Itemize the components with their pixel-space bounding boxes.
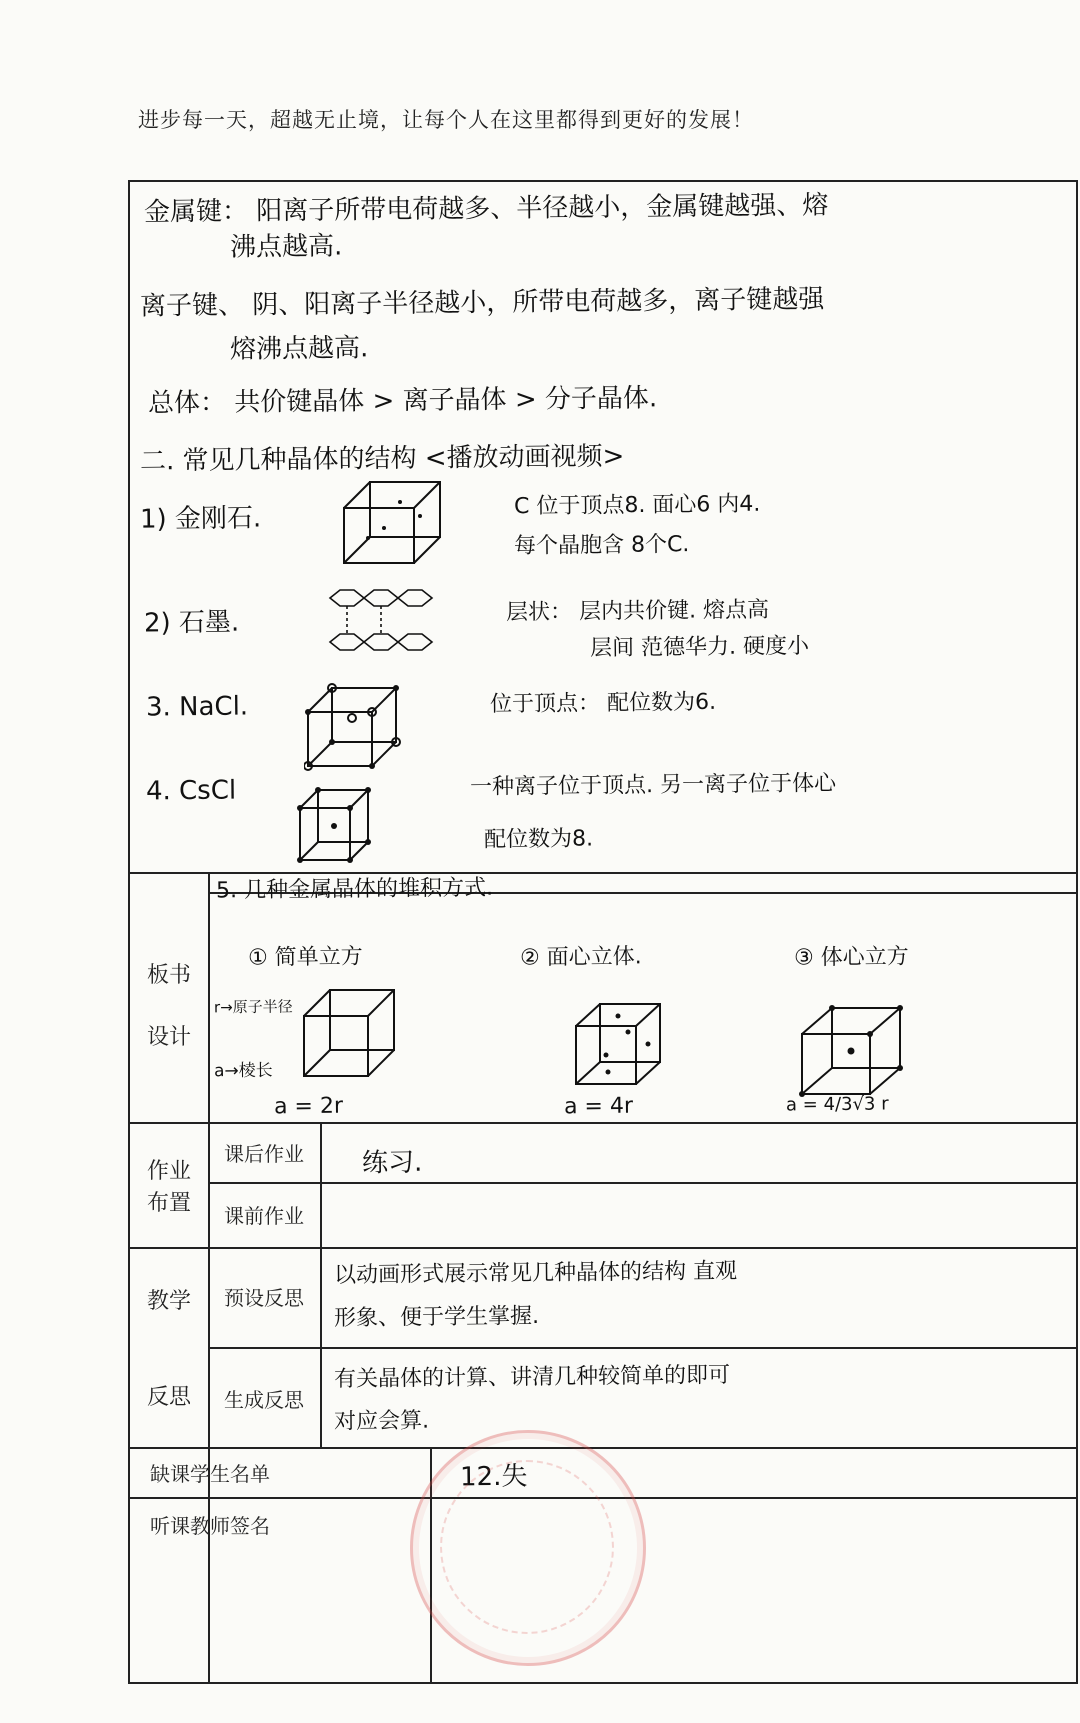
preset-reflection-label: 预设反思 bbox=[224, 1286, 304, 1310]
generated-reflection-line-1: 有关晶体的计算、讲清几种较简单的即可 bbox=[333, 1362, 731, 1393]
diamond-desc-1: C 位于顶点8. 面心6 内4. bbox=[513, 491, 761, 520]
graphite-label: 2) 石墨. bbox=[143, 607, 240, 639]
cscl-cell-figure bbox=[296, 786, 376, 866]
homework-label-line2: 布置 bbox=[146, 1191, 191, 1216]
summary-line: 总体： 共价键晶体 > 离子晶体 > 分子晶体. bbox=[147, 383, 658, 419]
packing-type-2: ② 面心立体. bbox=[519, 944, 642, 971]
graphite-desc-1: 层状： 层内共价键. 熔点高 bbox=[505, 597, 770, 626]
absent-students-label: 缺课学生名单 bbox=[150, 1462, 270, 1486]
after-class-homework-value: 练习. bbox=[361, 1147, 423, 1179]
simple-cubic-figure bbox=[300, 986, 400, 1082]
pre-class-homework-label: 课前作业 bbox=[224, 1204, 304, 1228]
metal-bond-line-2: 沸点越高. bbox=[229, 231, 343, 263]
after-class-homework-label: 课后作业 bbox=[224, 1142, 304, 1166]
face-centered-figure bbox=[572, 1000, 668, 1088]
diamond-cell-figure bbox=[340, 478, 450, 568]
cscl-desc-1: 一种离子位于顶点. 另一离子位于体心 bbox=[469, 771, 837, 800]
diamond-desc-2: 每个晶胞含 8个C. bbox=[513, 532, 690, 559]
formula-face: a = 4r bbox=[563, 1093, 634, 1120]
ionic-bond-line-2: 熔沸点越高. bbox=[229, 333, 369, 365]
preset-reflection-line-2: 形象、便于学生掌握. bbox=[333, 1303, 540, 1332]
section-two-heading: 二. 常见几种晶体的结构 <播放动画视频> bbox=[139, 441, 625, 477]
generated-reflection-line-2: 对应会算. bbox=[333, 1408, 430, 1435]
reflection-label-line2: 反思 bbox=[146, 1385, 191, 1410]
reflection-label-line1: 教学 bbox=[146, 1289, 191, 1314]
nacl-label: 3. NaCl. bbox=[145, 691, 249, 723]
red-seal-inner-ring bbox=[440, 1460, 614, 1634]
motto: 进步每一天，超越无止境，让每个人在这里都得到更好的发展！ bbox=[138, 108, 754, 132]
body-centered-figure bbox=[798, 1004, 908, 1100]
formula-body: a = 4/3√3 r bbox=[785, 1093, 889, 1116]
section-five-heading: 5. 几种金属晶体的堆积方式. bbox=[215, 875, 494, 904]
packing-type-3: ③ 体心立方 bbox=[793, 944, 909, 971]
observer-signature-label: 听课教师签名 bbox=[150, 1514, 270, 1538]
absent-students-value: 12.失 bbox=[459, 1461, 528, 1493]
preset-reflection-line-1: 以动画形式展示常见几种晶体的结构 直观 bbox=[333, 1258, 738, 1289]
cscl-label: 4. CsCl bbox=[145, 775, 237, 807]
metal-bond-line-1: 金属键： 阳离子所带电荷越多、半径越小，金属键越强、熔 bbox=[143, 190, 829, 228]
ionic-bond-line-1: 离子键、 阴、阳离子半径越小，所带电荷越多，离子键越强 bbox=[139, 284, 825, 322]
board-label-line2: 设计 bbox=[146, 1025, 191, 1050]
nacl-desc: 位于顶点： 配位数为6. bbox=[489, 689, 717, 718]
board-label-line1: 板书 bbox=[146, 963, 191, 988]
generated-reflection-label: 生成反思 bbox=[224, 1388, 304, 1412]
packing-type-1: ① 简单立方 bbox=[247, 944, 363, 971]
graphite-desc-2: 层间 范德华力. 硬度小 bbox=[589, 633, 810, 662]
radius-note: r→原子半径 bbox=[213, 997, 293, 1017]
formula-simple: a = 2r bbox=[273, 1093, 344, 1120]
homework-label-line1: 作业 bbox=[146, 1159, 191, 1184]
nacl-cell-figure bbox=[304, 682, 404, 772]
edge-note: a→棱长 bbox=[213, 1060, 273, 1082]
graphite-figure bbox=[320, 586, 440, 666]
diamond-label: 1) 金刚石. bbox=[139, 503, 262, 535]
cscl-desc-2: 配位数为8. bbox=[483, 826, 594, 853]
